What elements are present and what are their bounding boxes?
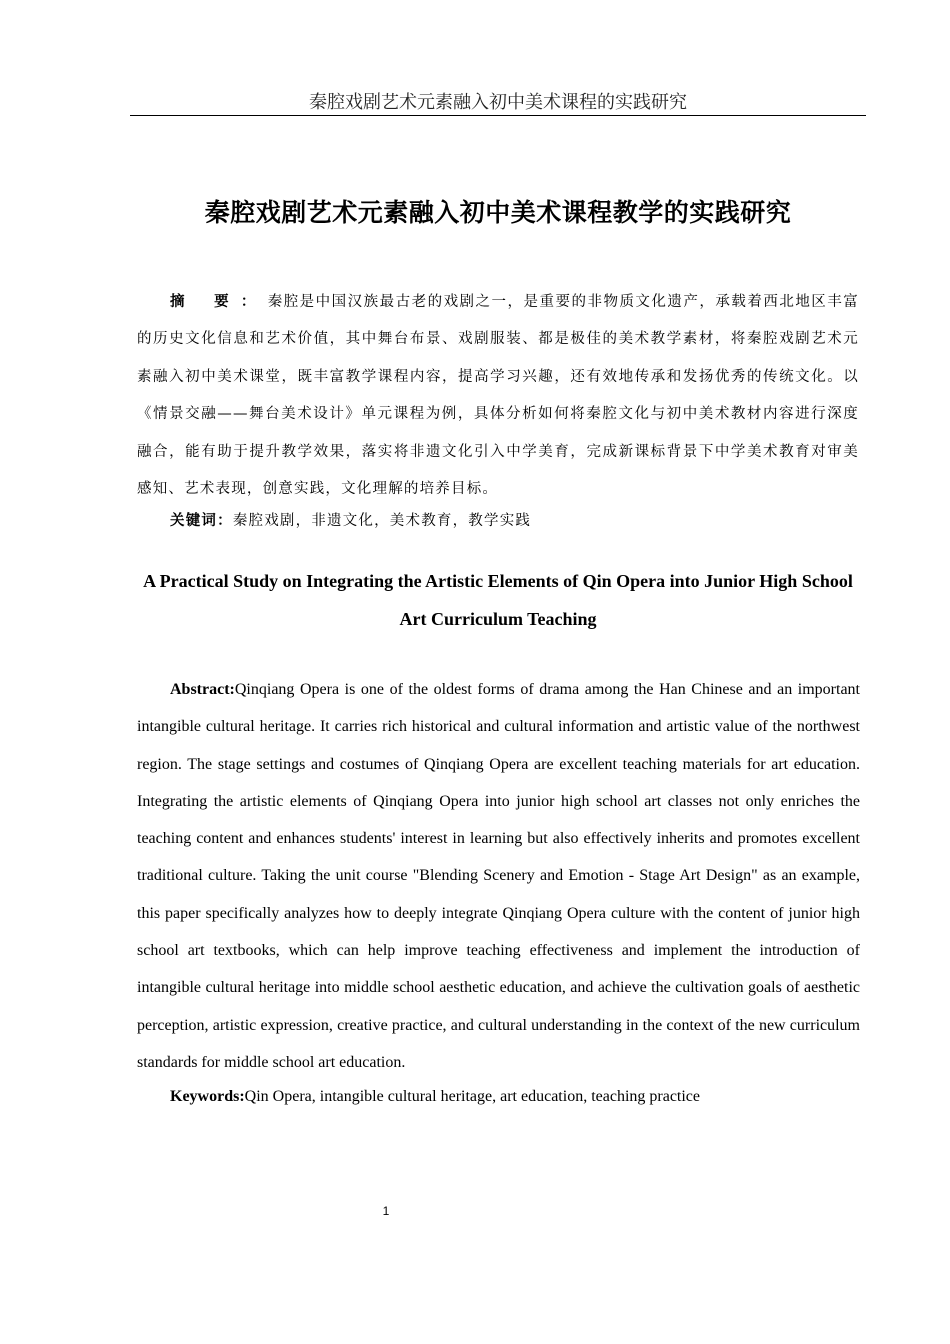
header-rule [130, 115, 866, 116]
english-keywords [137, 1080, 860, 1114]
page-number: 1 [382, 1204, 390, 1218]
chinese-abstract [137, 284, 859, 508]
chinese-keywords [137, 504, 859, 538]
english-title: A Practical Study on Integrating the Artistic Elements of Qin Opera into Junior High School Art Curriculum Teaching [143, 571, 853, 629]
english-keywords-text: Qin Opera, intangible cultural heritage, art education, teaching practice [244, 1088, 701, 1105]
chinese-abstract-label: 摘 要： [170, 294, 268, 310]
english-keywords-label: Keywords: [170, 1088, 245, 1105]
running-header: 秦腔戏剧艺术元素融入初中美术课程的实践研究 [309, 92, 687, 113]
chinese-title: 秦腔戏剧艺术元素融入初中美术课程教学的实践研究 [204, 198, 792, 227]
chinese-keywords-text: 秦腔戏剧，非遗文化，美术教育，教学实践 [232, 513, 532, 529]
english-abstract-label: Abstract: [170, 681, 235, 698]
chinese-keywords-label: 关键词： [170, 513, 233, 529]
english-abstract [137, 671, 860, 1081]
chinese-abstract-text: 秦腔是中国汉族最古老的戏剧之一，是重要的非物质文化遗产，承载着西北地区丰富的历史文化信息和艺术价值，其中舞台布景、戏剧服装、都是极佳的美术教学素材，将秦腔戏剧艺术元素融入初中美术课堂，既丰富教学课程内容，提高学习兴趣，还有效地传承和发扬优秀的传统文化。以《情景交融——舞台美术设计》单元课程为例，具体分析如何将秦腔文化与初中美术教材内容进行深度融合，能有助于提升教学效果，落实将非遗文化引入中学美育，完成新课标背景下中学美术教育对审美感知、艺术表现，创意实践，文化理解的培养目标。 [137, 294, 859, 498]
english-abstract-text: Qinqiang Opera is one of the oldest forms of drama among the Han Chinese and an important intangible cultural heritage. It carries rich historical and cultural information and artistic value of the northwest region. The stage settings and costumes of Qinqiang Opera are excellent teaching materials for art education. Integrating the artistic elements of Qinqiang Opera into junior high school art classes not only enriches the teaching content and enhances students' interest in learning but also effectively inherits and promotes excellent traditional culture. Taking the unit course "Blending Scenery and Emotion - Stage Art Design" as an example, this paper specifically analyzes how to deeply integrate Qinqiang Opera culture with the content of junior high school art textbooks, which can help improve teaching effectiveness and implement the introduction of intangible cultural heritage into middle school aesthetic education, and achieve the cultivation goals of aesthetic perception, artistic expression, creative practice, and cultural understanding in the context of the new curriculum standards for middle school art education. [137, 681, 860, 1071]
